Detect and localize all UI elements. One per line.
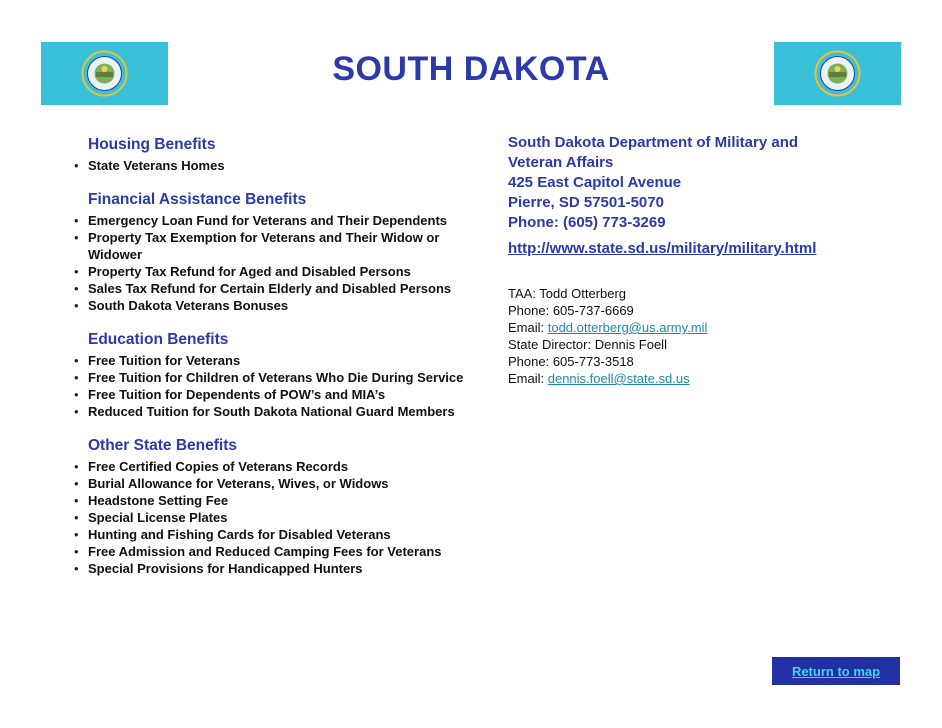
section-other (76, 437, 496, 577)
benefits-column (76, 136, 496, 594)
page-title: SOUTH DAKOTA (332, 50, 610, 88)
agency-website-link[interactable]: http://www.state.sd.us/military/military.html (508, 240, 817, 257)
section-heading: Housing Benefits (88, 136, 216, 153)
director-name: State Director: Dennis Foell (508, 337, 667, 352)
benefit-list (76, 352, 496, 420)
list-item: • Emergency Loan Fund for Veterans and Their Dependents (76, 212, 496, 229)
return-to-map-button[interactable]: Return to map (772, 657, 900, 685)
list-item: • Burial Allowance for Veterans, Wives, or Widows (76, 475, 496, 492)
contacts-block (508, 285, 888, 387)
section-education (76, 331, 496, 420)
benefit-list (76, 212, 496, 314)
list-item: • Free Tuition for Children of Veterans Who Die During Service (76, 369, 496, 386)
list-item: • Special Provisions for Handicapped Hunters (76, 560, 496, 577)
section-heading: Financial Assistance Benefits (88, 191, 307, 208)
benefit-list (76, 157, 496, 174)
agency-name-line2: Veteran Affairs (508, 154, 614, 171)
section-heading: Other State Benefits (88, 437, 238, 454)
list-item: • Free Admission and Reduced Camping Fees for Veterans (76, 543, 496, 560)
list-item: • Free Tuition for Dependents of POW’s and MIA’s (76, 386, 496, 403)
list-item: • Headstone Setting Fee (76, 492, 496, 509)
list-item: • Free Certified Copies of Veterans Records (76, 458, 496, 475)
taa-email-link[interactable]: todd.otterberg@us.army.mil (547, 320, 708, 335)
list-item: • Special License Plates (76, 509, 496, 526)
list-item: • South Dakota Veterans Bonuses (76, 297, 496, 314)
list-item: • Sales Tax Refund for Certain Elderly and Disabled Persons (76, 280, 496, 297)
agency-city: Pierre, SD 57501-5070 (508, 194, 664, 211)
email-label: Email: (508, 320, 548, 335)
agency-phone: Phone: (605) 773-3269 (508, 214, 666, 231)
list-item: • Hunting and Fishing Cards for Disabled Veterans (76, 526, 496, 543)
director-email-link[interactable]: dennis.foell@state.sd.us (547, 371, 690, 386)
list-item: • State Veterans Homes (76, 157, 496, 174)
section-housing (76, 136, 496, 174)
list-item: • Property Tax Exemption for Veterans and Their Widow or Widower (76, 229, 496, 263)
taa-email-row (508, 319, 888, 336)
agency-column (508, 133, 888, 387)
section-heading: Education Benefits (88, 331, 229, 348)
agency-name-line1: South Dakota Department of Military and (508, 134, 799, 151)
taa-phone: Phone: 605-737-6669 (508, 303, 634, 318)
section-financial (76, 191, 496, 314)
agency-address: 425 East Capitol Avenue (508, 174, 682, 191)
director-phone: Phone: 605-773-3518 (508, 354, 634, 369)
email-label: Email: (508, 371, 548, 386)
list-item: • Reduced Tuition for South Dakota National Guard Members (76, 403, 496, 420)
taa-name: TAA: Todd Otterberg (508, 286, 627, 301)
list-item: • Property Tax Refund for Aged and Disabled Persons (76, 263, 496, 280)
director-email-row (508, 370, 888, 387)
list-item: • Free Tuition for Veterans (76, 352, 496, 369)
benefit-list (76, 458, 496, 577)
